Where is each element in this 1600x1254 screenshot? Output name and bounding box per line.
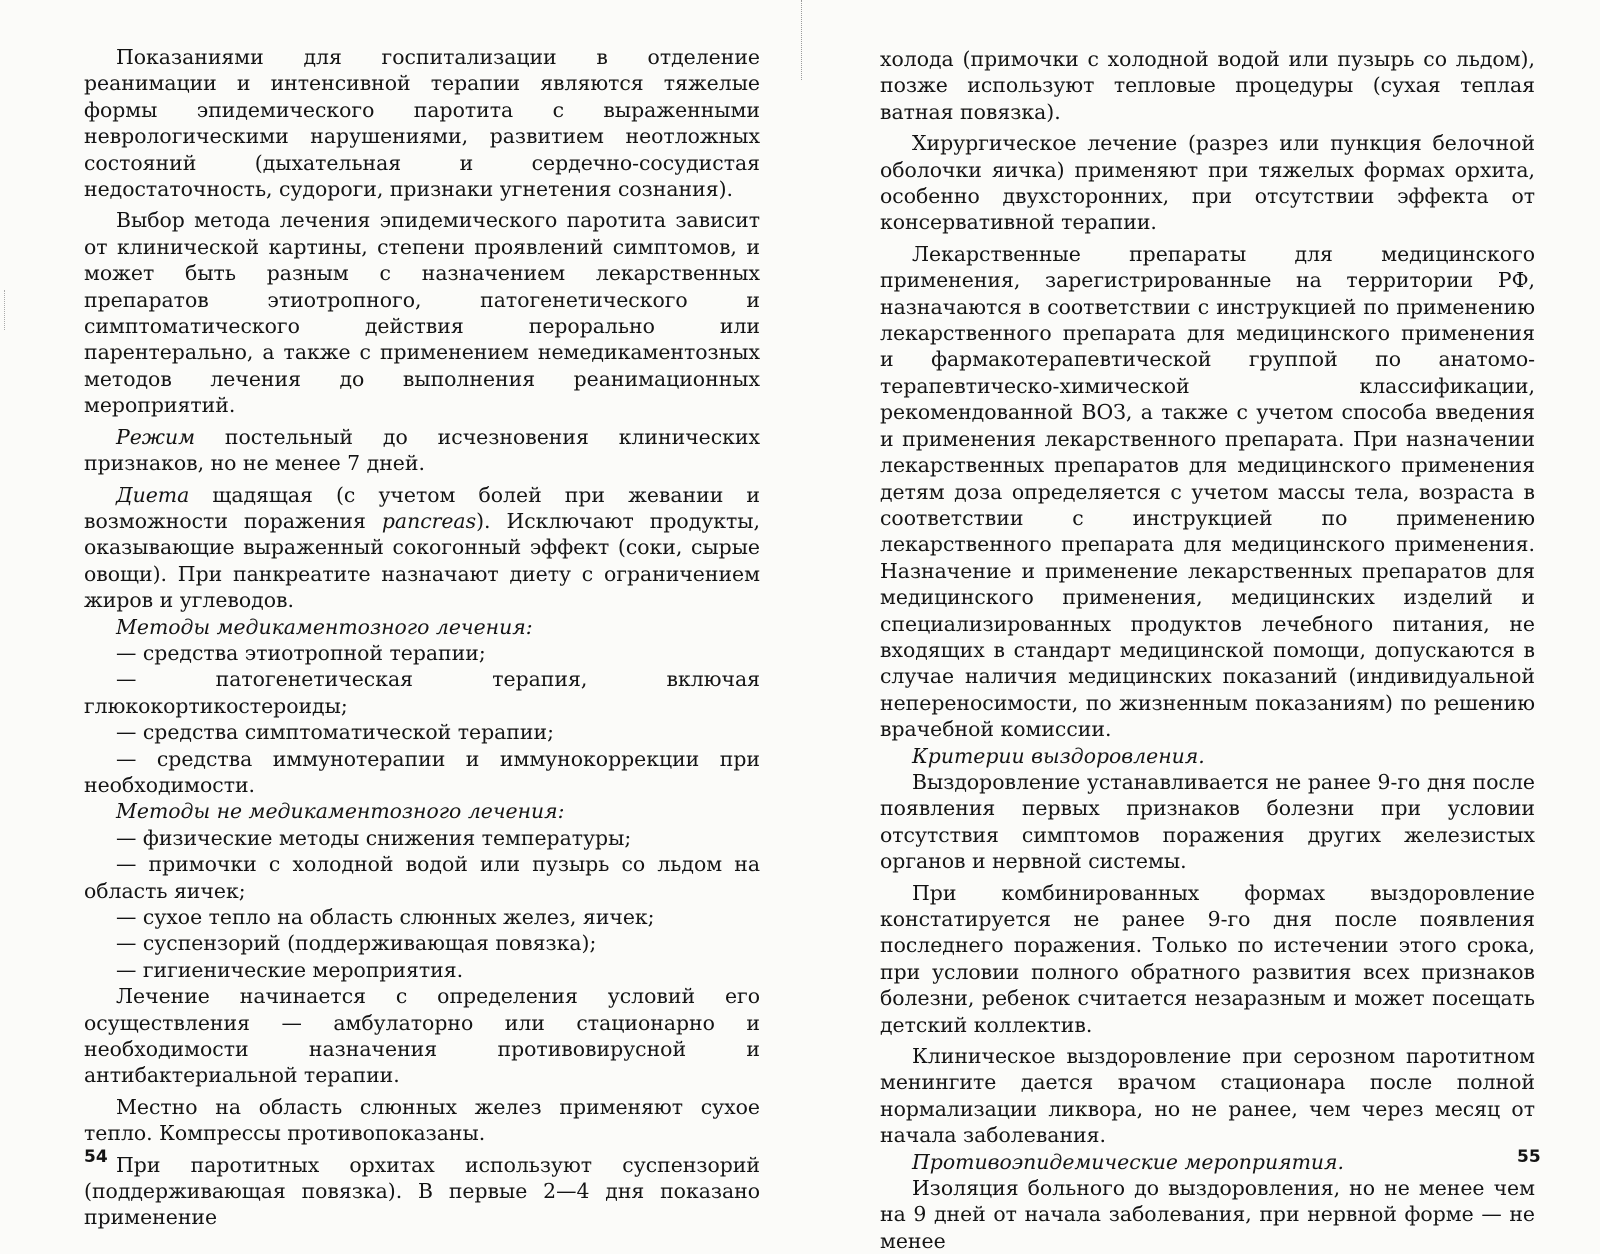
paragraph: Хирургическое лечение (разрез или пункция белочной оболочки яичка) применяют при тяжелых формах орхита, особенно двухсторонних, при отсутствии эффекта от консервативной терапии.: [880, 131, 1535, 235]
emphasis: pancreas: [381, 508, 477, 533]
page-number: 54: [84, 1147, 108, 1167]
list-item: — средства симптоматической терапии;: [116, 720, 554, 745]
paragraph: Режим постельный до исчезновения клинических признаков, но не менее 7 дней.: [84, 424, 760, 476]
paragraph: Клиническое выздоровление при серозном паротитном менингите дается врачом стационара после полной нормализации ликвора, но не ранее, чем через месяц от начала заболевания.: [880, 1044, 1535, 1148]
paragraph: Изоляция больного до выздоровления, но не менее чем на 9 дней от начала заболевания, при нервной форме — не менее: [880, 1176, 1535, 1253]
paragraph: Местно на область слюнных желез применяют сухое тепло. Компрессы противопоказаны.: [84, 1094, 760, 1146]
paragraph: Выздоровление устанавливается не ранее 9-го дня после появления первых признаков болезни при условии отсутствия симптомов поражения других железистых органов и нервной системы.: [880, 769, 1535, 874]
book-gutter: [801, 0, 803, 80]
section-heading: Методы медикаментозного лечения:: [116, 614, 533, 639]
right-page: [880, 46, 1535, 1254]
paragraph: Показаниями для госпитализации в отделение реанимации и интенсивной терапии являются тяжелые формы эпидемического паротита с выраженными неврологическими нарушениями, развитием неотложных состояний (дыхательная и сердечно-сосудистая недостаточность, судороги, признаки угнетения сознания).: [84, 45, 760, 202]
paragraph: Лечение начинается с определения условий его осуществления — амбулаторно или стационарно и необходимости назначения противовирусной и антибактериальной терапии.: [84, 984, 760, 1088]
page-number: 55: [1517, 1147, 1541, 1167]
section-heading: Критерии выздоровления.: [912, 743, 1205, 768]
paragraph: При комбинированных формах выздоровление констатируется не ранее 9-го дня после появления последнего поражения. Только по истечении этого срока, при условии полного обратного развития всех признаков болезни, ребенок считается незаразным и может посещать детский коллектив.: [880, 880, 1535, 1037]
section-heading: Противоэпидемические мероприятия.: [912, 1149, 1345, 1174]
paragraph: Выбор метода лечения эпидемического паротита зависит от клинической картины, степени проявлений симптомов, и может быть разным с назначением лекарственных препаратов этиотропного, патогенетического и симптоматического действия перорально или парентерально, а также с применением немедикаментозных методов лечения до выполнения реанимационных мероприятий.: [84, 208, 760, 418]
list-item: — средства иммунотерапии и иммунокоррекции при необходимости.: [84, 746, 760, 797]
left-page: [84, 44, 760, 1231]
list-item: — суспензорий (поддерживающая повязка);: [116, 931, 597, 956]
paragraph: Лекарственные препараты для медицинского применения, зарегистрированные на территории РФ, назначаются в соответствии с инструкцией по применению лекарственного препарата для медицинского применения и фармакотерапевтической группой по анатомо-терапевтическо-химической классификации, рекомендованной ВОЗ, а также с учетом способа введения и применения лекарственного препарата. При назначении лекарственных препаратов для медицинского применения детям доза определяется с учетом массы тела, возраста в соответствии с инструкцией по применению лекарственного препарата для медицинского применения. Назначение и применение лекарственных препаратов для медицинского применения, медицинских изделий и специализированных продуктов лечебного питания, не входящих в стандарт медицинской помощи, допускаются в случае наличия медицинских показаний (индивидуальной непереносимости, по жизненным показаниям) по решению врачебной комиссии.: [880, 241, 1535, 742]
list-item: — примочки с холодной водой или пузырь со льдом на область яичек;: [84, 852, 760, 903]
paragraph: Диета щадящая (с учетом болей при жевании и возможности поражения pancreas). Исключают продукты, оказывающие выраженный сокогонный эффект (соки, сырые овощи). При панкреатите назначают диету с ограничением жиров и углеводов.: [84, 482, 760, 613]
paragraph-continuation: холода (примочки с холодной водой или пузырь со льдом), позже используют тепловые процедуры (сухая теплая ватная повязка).: [880, 47, 1535, 124]
list-item: — средства этиотропной терапии;: [116, 640, 486, 665]
paragraph: При паротитных орхитах используют суспензорий (поддерживающая повязка). В первые 2—4 дня показано применение: [84, 1152, 760, 1230]
left-edge-mark: [4, 290, 6, 330]
list-item: — сухое тепло на область слюнных желез, яичек;: [116, 905, 655, 929]
emphasis: Диета: [116, 482, 190, 507]
emphasis: Режим: [116, 424, 196, 449]
list-item: — патогенетическая терапия, включая глюкокортикостероиды;: [84, 667, 760, 718]
list-item: — гигиенические мероприятия.: [116, 957, 464, 982]
list-item: — физические методы снижения температуры;: [116, 825, 632, 850]
section-heading: Методы не медикаментозного лечения:: [116, 799, 565, 824]
